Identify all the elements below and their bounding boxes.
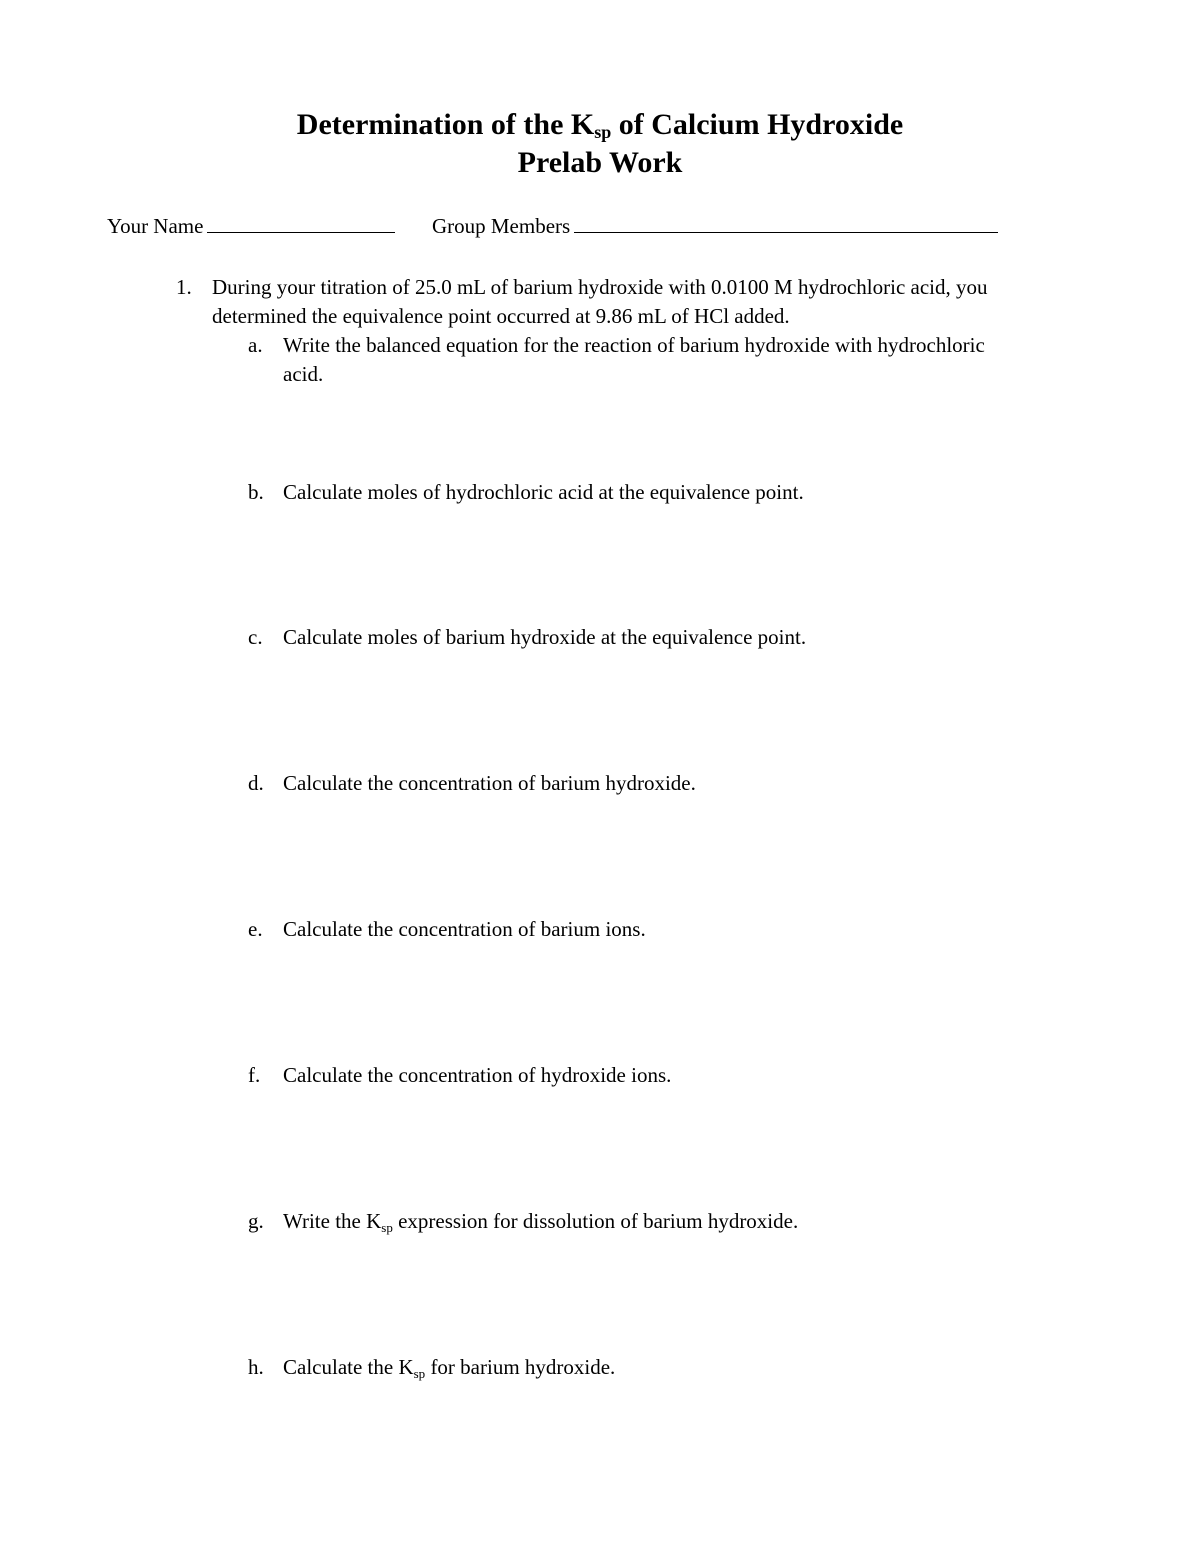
part-d-text: Calculate the concentration of barium hydroxide. — [283, 771, 696, 795]
part-c-letter: c. — [248, 625, 263, 649]
question-number: 1. — [176, 275, 192, 299]
part-a-text-line1: Write the balanced equation for the reaction of barium hydroxide with hydrochloric — [283, 333, 985, 357]
question-text-line1: During your titration of 25.0 mL of barium hydroxide with 0.0100 M hydrochloric acid, you — [212, 275, 988, 299]
part-f-text: Calculate the concentration of hydroxide ions. — [283, 1063, 672, 1087]
part-g-subscript: sp — [381, 1220, 393, 1235]
group-members-label: Group Members — [431, 214, 571, 238]
part-g-text — [283, 1207, 798, 1238]
part-a-text-line2: acid. — [283, 362, 324, 386]
part-g-text-post: expression for dissolution of barium hydroxide. — [392, 1209, 799, 1233]
part-g-text-pre: Write the K — [283, 1209, 382, 1233]
part-f-letter: f. — [248, 1063, 261, 1087]
header-fields — [107, 212, 998, 241]
title-text-pre: Determination of the K — [296, 108, 595, 141]
name-label: Your Name — [107, 214, 204, 238]
part-a-letter: a. — [248, 333, 263, 357]
group-members-blank[interactable] — [574, 212, 998, 233]
part-b-letter: b. — [248, 480, 264, 504]
page-subtitle: Prelab Work — [517, 146, 683, 179]
part-h-letter: h. — [248, 1355, 264, 1379]
part-b-text: Calculate moles of hydrochloric acid at the equivalence point. — [283, 480, 804, 504]
page-title — [0, 107, 1200, 146]
question-text-line2: determined the equivalence point occurred at 9.86 mL of HCl added. — [212, 304, 790, 328]
part-e-letter: e. — [248, 917, 263, 941]
title-text-post: of Calcium Hydroxide — [611, 108, 904, 141]
title-subscript: sp — [594, 122, 612, 142]
part-h-text — [283, 1353, 615, 1384]
name-blank[interactable] — [207, 212, 395, 233]
part-e-text: Calculate the concentration of barium ions. — [283, 917, 646, 941]
part-c-text: Calculate moles of barium hydroxide at the equivalence point. — [283, 625, 807, 649]
part-h-text-pre: Calculate the K — [283, 1355, 414, 1379]
part-d-letter: d. — [248, 771, 264, 795]
part-h-text-post: for barium hydroxide. — [425, 1355, 616, 1379]
part-g-letter: g. — [248, 1209, 264, 1233]
part-h-subscript: sp — [413, 1366, 426, 1381]
